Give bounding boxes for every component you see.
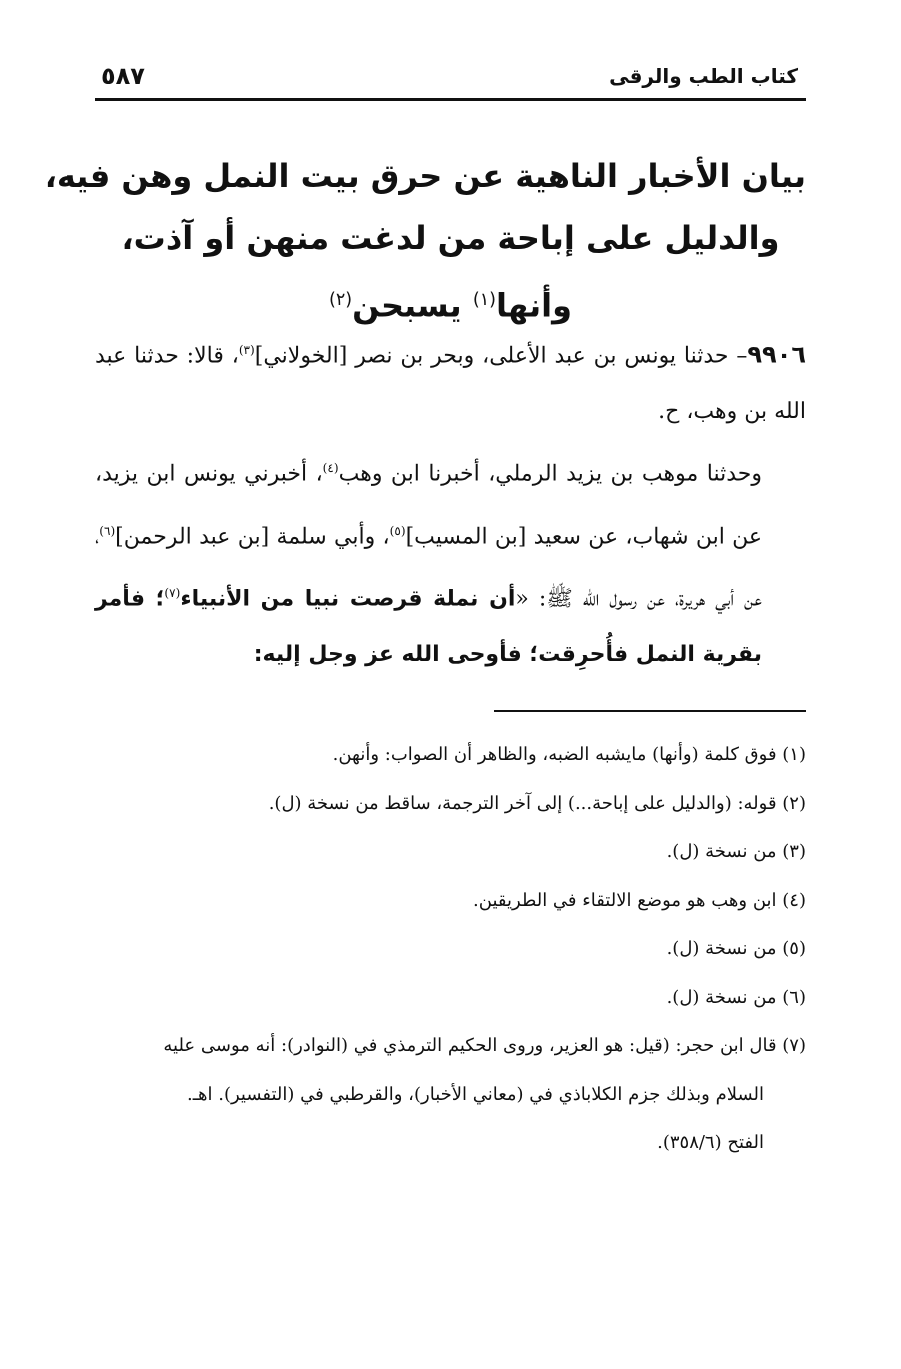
- footnote-ref: (٤): [322, 461, 339, 476]
- isnad-text: ، قالا: حدثنا عبد الله بن وهب، ح.: [95, 343, 806, 425]
- footnote-ref: (٣): [238, 343, 255, 357]
- footnote: (٦) من نسخة (ل).: [666, 986, 806, 1008]
- isnad-text: ، وأبي سلمة [بن عبد الرحمن]: [115, 523, 390, 549]
- chapter-heading: [44, 145, 806, 337]
- footnote-ref: (١): [472, 290, 497, 310]
- heading-line-1: بيان الأخبار الناهية عن حرق بيت النمل وهن فيه،: [44, 157, 806, 195]
- isnad-text: ، عن أبي هريرة، عن رسول الله ﷺ: «: [95, 523, 762, 612]
- footnote: (٥) من نسخة (ل).: [666, 938, 806, 959]
- footnote-separator: [494, 710, 806, 712]
- footnote: (٢) قوله: (والدليل على إباحة...) إلى آخر الترجمة، ساقط من نسخة (ل).: [268, 792, 806, 814]
- footnote-ref: (٢): [328, 290, 353, 310]
- isnad-text: وحدثنا موهب بن يزيد الرملي، أخبرنا ابن وهب: [338, 461, 762, 487]
- footnote: (١) فوق كلمة (وأنها) مايشبه الضبه، والظاهر أن الصواب: وأنهن.: [332, 744, 806, 765]
- main-text: [95, 322, 806, 683]
- footnotes: [95, 731, 806, 1168]
- footnote: (٣) من نسخة (ل).: [666, 841, 806, 862]
- book-section-title: كتاب الطب والرقى: [609, 64, 798, 88]
- running-header: [95, 62, 806, 101]
- hadith-paragraph: [95, 322, 806, 440]
- page-number: ٥٨٧: [101, 62, 145, 90]
- footnote-7-line-2: السلام وبذلك جزم الكلاباذي في (معاني الأخبار)، والقرطبي في (التفسير). اهـ.: [187, 1083, 764, 1105]
- footnote-ref: (٦): [99, 523, 116, 538]
- isnad-text: ، أخبرني يونس ابن يزيد، عن ابن شهاب، عن سعيد [بن المسيب]: [95, 461, 762, 549]
- isnad-text: – حدثنا يونس بن عبد الأعلى، وبحر بن نصر [الخولاني]: [254, 343, 748, 369]
- footnote-ref: (٥): [389, 523, 406, 538]
- heading-text: وأنها: [496, 286, 573, 325]
- footnote-7-line-1: (٧) قال ابن حجر: (قيل: هو العزير، وروى الحكيم الترمذي في (النوادر): أنه موسى عليه: [163, 1035, 806, 1056]
- footnote: (٤) ابن وهب هو موضع الالتقاء في الطريقين.: [473, 889, 806, 911]
- hadith-paragraph: [95, 440, 806, 683]
- heading-line-2: والدليل على إباحة من لدغت منهن أو آذت،: [121, 219, 780, 257]
- matn-text: أن نملة قرصت نبيا من الأنبياء: [180, 586, 516, 612]
- matn-text: ؛ فأمر بقرية النمل فأُحرِقت؛ فأوحى الله عز وجل إليه:: [95, 586, 762, 668]
- footnote-ref: (٧): [164, 585, 181, 600]
- hadith-number: ٩٩٠٦: [747, 340, 806, 369]
- footnote-7-line-3: الفتح (٣٥٨/٦).: [657, 1132, 764, 1153]
- heading-text: يسبحن: [352, 286, 473, 325]
